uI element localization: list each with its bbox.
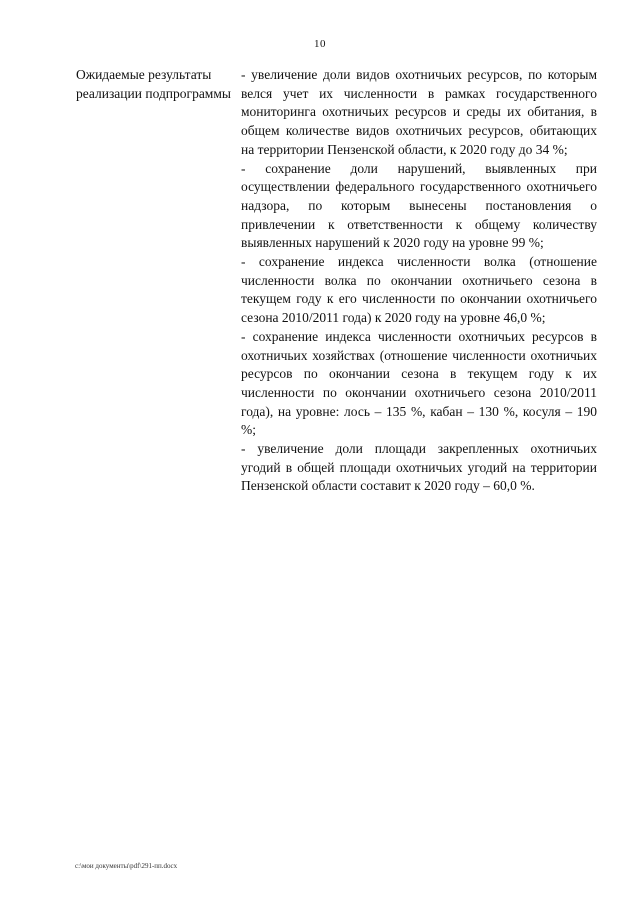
result-item-game-index: - сохранение индекса численности охотничьих ресурсов в охотничьих хозяйствах (отношение численности охотничьих ресурсов по окончании сезона в текущем году к их численности по окончании охотничьего сезона 2010/2011 года), на уровне: лось – 135 %, кабан – 130 %, косуля – 190 %; xyxy=(241,328,597,438)
section-label: Ожидаемые результаты реализации подпрограммы xyxy=(76,67,231,101)
expected-results-list xyxy=(241,66,597,496)
result-item-wolf-index: - сохранение индекса численности волка (отношение численности волка по окончании охотничьего сезона в текущем году к его численности по окончании охотничьего сезона 2010/2011 года) к 2020 году на уровне 46,0 %; xyxy=(241,254,597,326)
page-number: 10 xyxy=(314,38,326,50)
result-item-violations-share: - сохранение доли нарушений, выявленных при осуществлении федерального государственного охотничьего надзора, по которым вынесены постановления о привлечении к ответственности к общему количеству выявленных нарушений к 2020 году на уровне 99 %; xyxy=(241,160,597,251)
result-item-hunting-grounds-share: - увеличение доли площади закрепленных охотничьих угодий в общей площади охотничьих угодий на территории Пензенской области составит к 2020 году – 60,0 %. xyxy=(241,441,597,494)
footer-file-path: c:\мои документы\pdf\291-пп.docx xyxy=(75,862,178,870)
result-item-species-share: - увеличение доли видов охотничьих ресурсов, по которым велся учет их численности в рамках государственного мониторинга охотничьих ресурсов и среды их обитания, в общем количестве видов охотничьих ресурсов, обитающих на территории Пензенской области, к 2020 году до 34 %; xyxy=(241,67,597,157)
